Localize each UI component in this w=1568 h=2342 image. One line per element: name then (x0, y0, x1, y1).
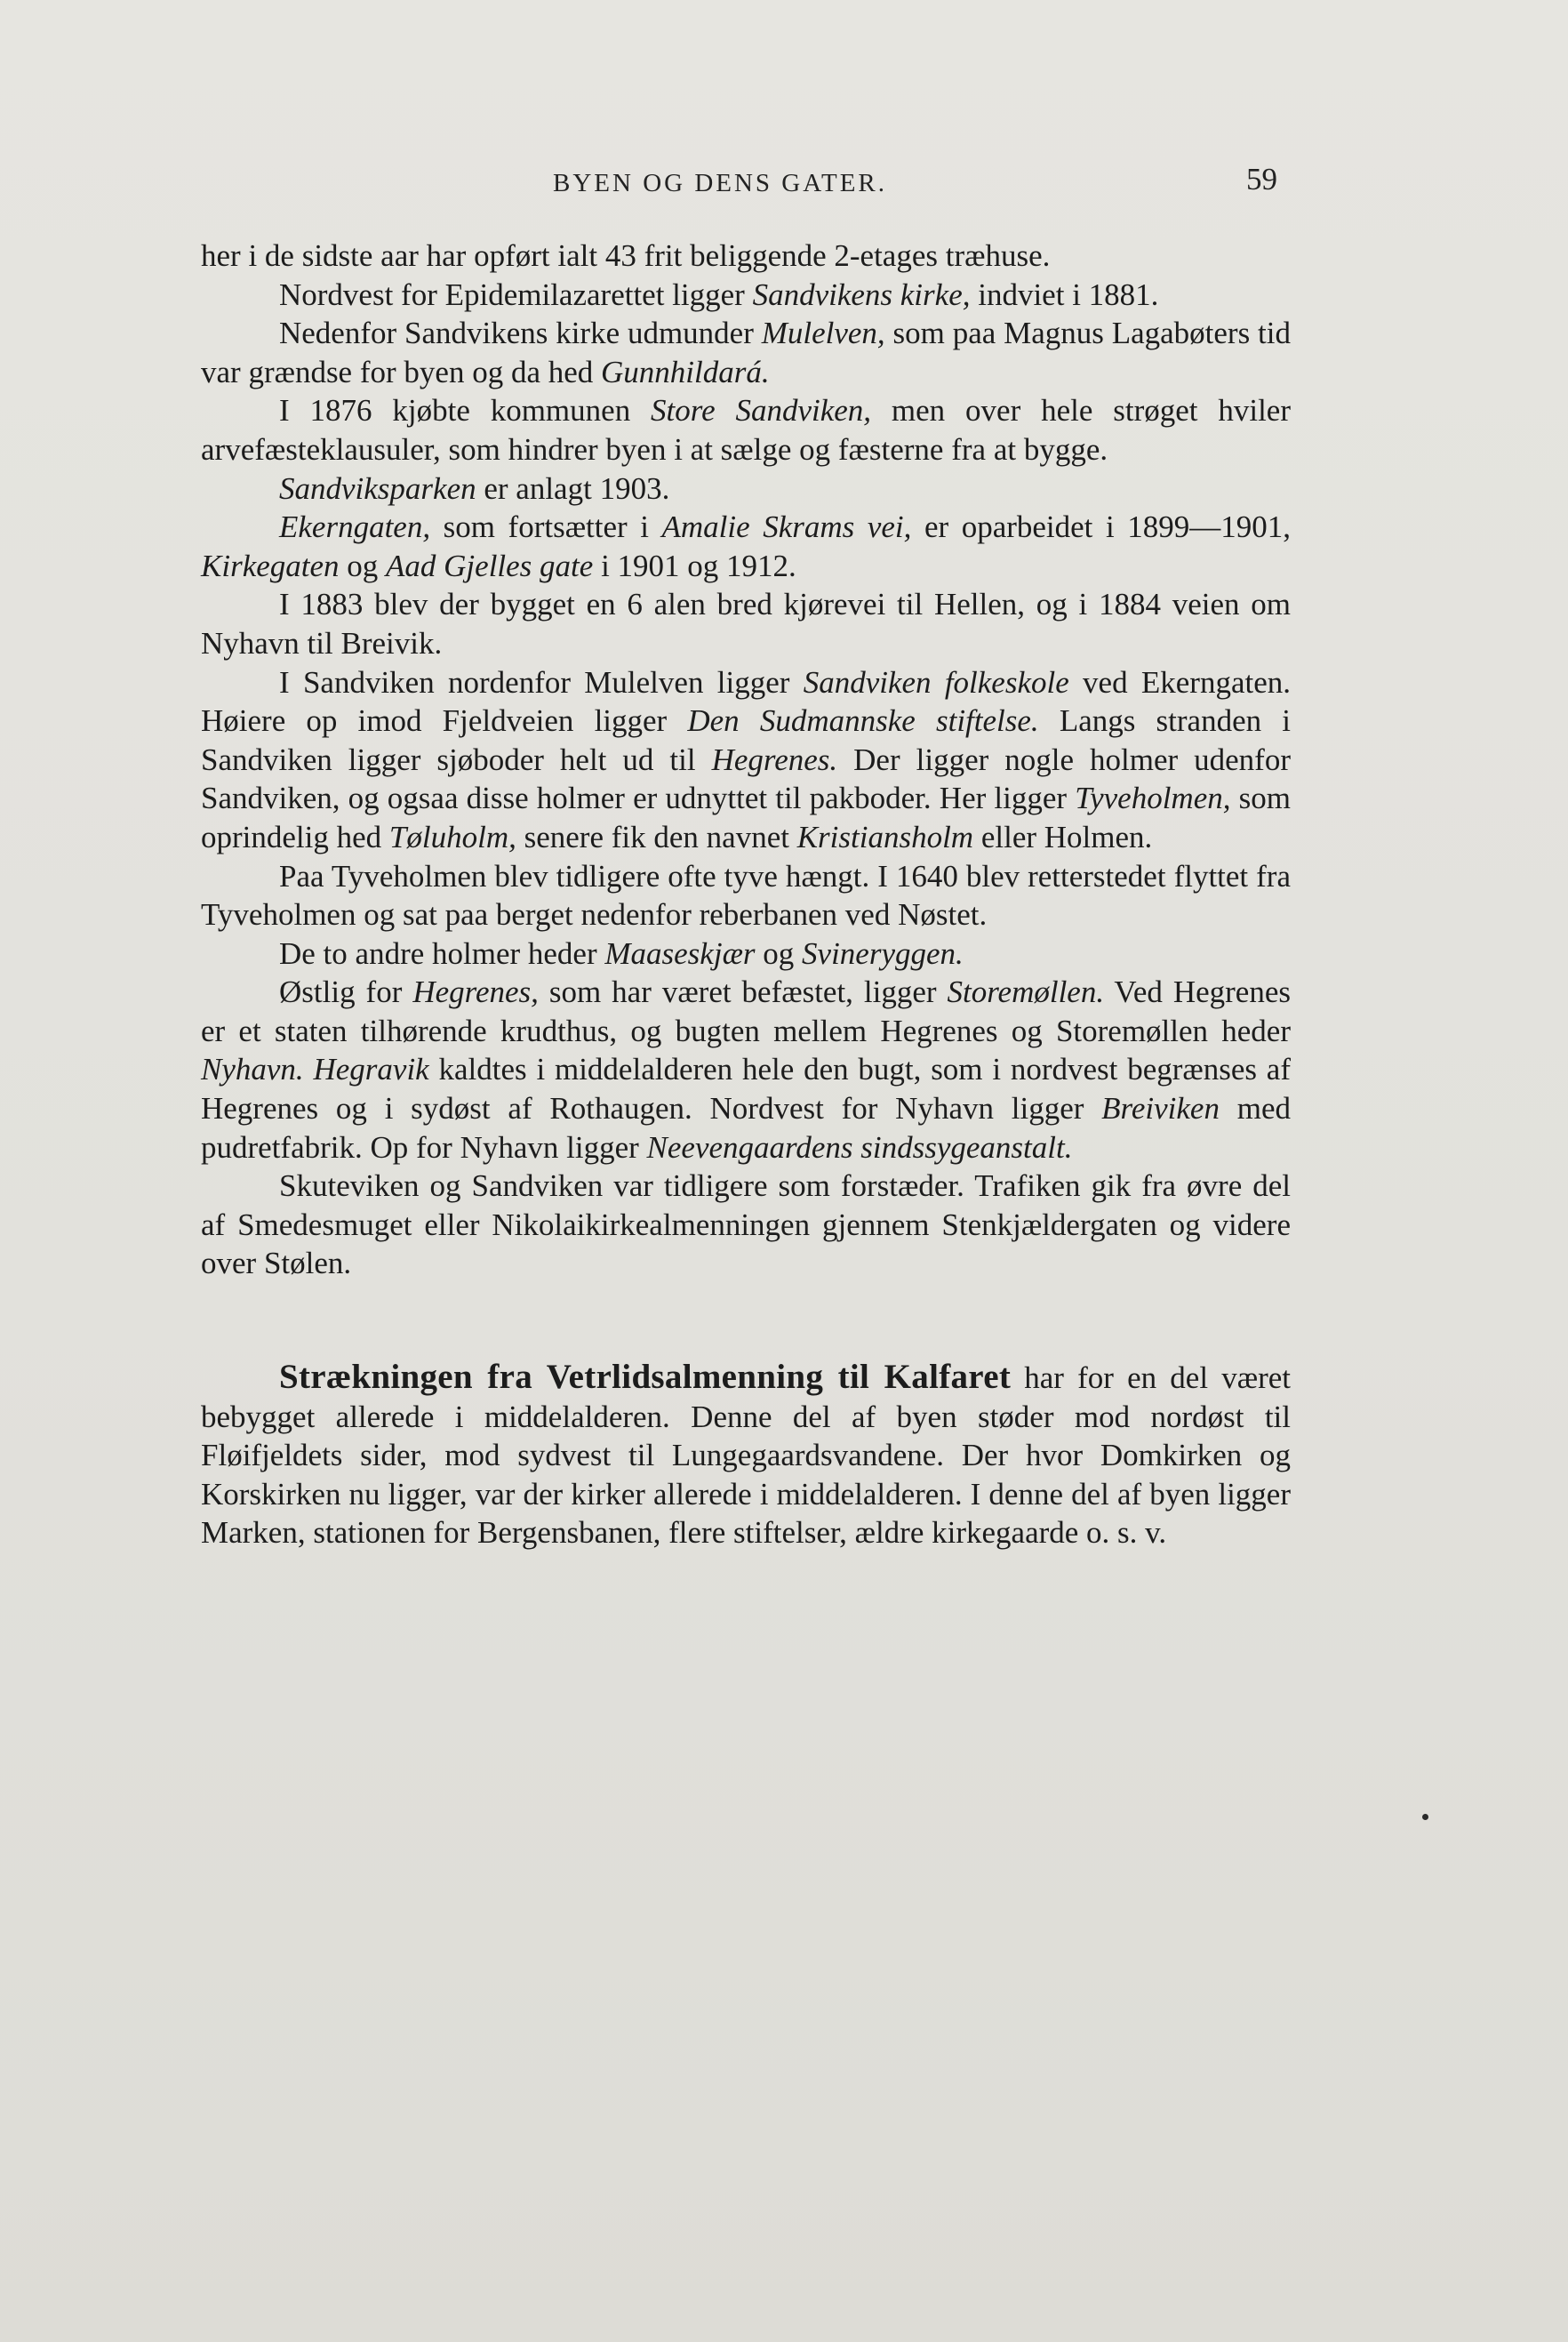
paragraph-10: De to andre holmer heder Maaseskjær og Svineryggen. (279, 935, 964, 971)
place-name: Gunnhildará. (601, 354, 770, 389)
place-name: Neevengaardens sindssygeanstalt. (646, 1129, 1073, 1165)
place-name: Breiviken (1101, 1091, 1220, 1127)
paragraph-4: I 1876 kjøbte kommunen Store Sandviken, men over hele strøget hviler arvefæsteklausuler, som hindrer byen i at sælge og fæsterne fra at bygge. (201, 393, 1291, 467)
place-name: Kristiansholm (796, 819, 974, 854)
section-paragraph (201, 1358, 1291, 1552)
place-name: Maaseskjær (604, 935, 756, 971)
place-name: Svineryggen. (802, 935, 964, 971)
ink-speck (1422, 1814, 1428, 1820)
place-name: Hegrenes. (711, 742, 838, 777)
paragraph-12: Skuteviken og Sandviken var tidligere som forstæder. Trafiken gik fra øvre del af Smedesmuget eller Nikolaikirkealmenningen gjennem Stenkjældergaten og videre over Stølen. (201, 1168, 1291, 1281)
paragraph-9: Paa Tyveholmen blev tidligere ofte tyve hængt. I 1640 blev retterstedet flyttet fra Tyveholmen og sat paa berget nedenfor reberbanen ved Nøstet. (201, 858, 1291, 933)
place-name: Nyhavn. (201, 1052, 304, 1087)
place-name: Tøluholm, (388, 819, 516, 854)
paragraph-8: I Sandviken nordenfor Mulelven ligger Sandviken folkeskole ved Ekerngaten. Høiere op imod Fjeldveien ligger Den Sudmannske stiftelse. Langs stranden i Sandviken ligger sjøboder helt ud til Hegrenes. Der ligger nogle holmer udenfor Sandviken, og ogsaa disse holmer er udnyttet til pakboder. Her ligger Tyveholmen, som oprindelig hed Tøluholm, senere fik den navnet Kristiansholm eller Holmen. (201, 664, 1291, 854)
paragraph-5: Sandviksparken er anlagt 1903. (279, 470, 670, 506)
place-name: Den Sudmannske stiftelse. (687, 703, 1039, 739)
body-text (201, 237, 1291, 1552)
place-name: Sandvikens kirke, (752, 277, 971, 312)
place-name: Sandviksparken (279, 470, 476, 506)
place-name: Sandviken folkeskole (803, 664, 1069, 700)
place-name: Aad Gjelles gate (386, 548, 594, 583)
place-name: Mulelven, (761, 316, 885, 351)
paragraph-1: her i de sidste aar har opført ialt 43 frit beliggende 2-etages træhuse. (201, 238, 1051, 273)
paragraph-2: Nordvest for Epidemilazarettet ligger Sandvikens kirke, indviet i 1881. (279, 277, 1159, 312)
running-title: BYEN OG DENS GATER. (553, 169, 887, 197)
page-number: 59 (1246, 162, 1277, 197)
paragraph-11: Østlig for Hegrenes, som har været befæstet, ligger Storemøllen. Ved Hegrenes er et staten tilhørende krudthus, og bugten mellem Hegrenes og Storemøllen heder Nyhavn. Hegravik kaldtes i middelalderen hele den bugt, som i nordvest begrænses af Hegrenes og i sydøst af Rothaugen. Nordvest for Nyhavn ligger Breiviken med pudretfabrik. Op for Nyhavn ligger Neevengaardens sindssygeanstalt. (201, 974, 1292, 1165)
page-header (0, 156, 1568, 210)
paragraph-6: Ekerngaten, som fortsætter i Amalie Skrams vei, er oparbeidet i 1899—1901, Kirkegaten og Aad Gjelles gate i 1901 og 1912. (201, 509, 1291, 583)
place-name: Storemøllen. (947, 974, 1105, 1010)
section-heading: Strækningen fra Vetrlidsalmenning til Kalfaret (279, 1358, 1012, 1397)
place-name: Ekerngaten, (279, 509, 431, 545)
place-name: Store Sandviken, (651, 393, 872, 429)
paragraph-3: Nedenfor Sandvikens kirke udmunder Mulelven, som paa Magnus Lagabøters tid var grændse for byen og da hed Gunnhildará. (201, 316, 1291, 389)
paragraph-7: I 1883 blev der bygget en 6 alen bred kjørevei til Hellen, og i 1884 veien om Nyhavn til Breivik. (201, 587, 1291, 661)
place-name: Tyveholmen, (1075, 781, 1231, 816)
place-name: Kirkegaten (201, 548, 340, 583)
place-name: Amalie Skrams vei, (661, 509, 912, 545)
place-name: Hegrenes, (412, 974, 539, 1010)
section-text: har for en del været bebygget allerede i middelalderen. Denne del af byen støder mod nordøst til Fløifjeldets sider, mod sydvest til Lungegaardsvandene. Der hvor Domkirken og Korskirken nu ligger, var der kirker allerede i middelalderen. I denne del af byen ligger Marken, stationen for Bergensbanen, flere stiftelser, ældre kirkegaarde o. s. v. (201, 1360, 1291, 1551)
section-spacer (201, 1283, 1291, 1358)
place-name: Hegravik (313, 1052, 429, 1087)
